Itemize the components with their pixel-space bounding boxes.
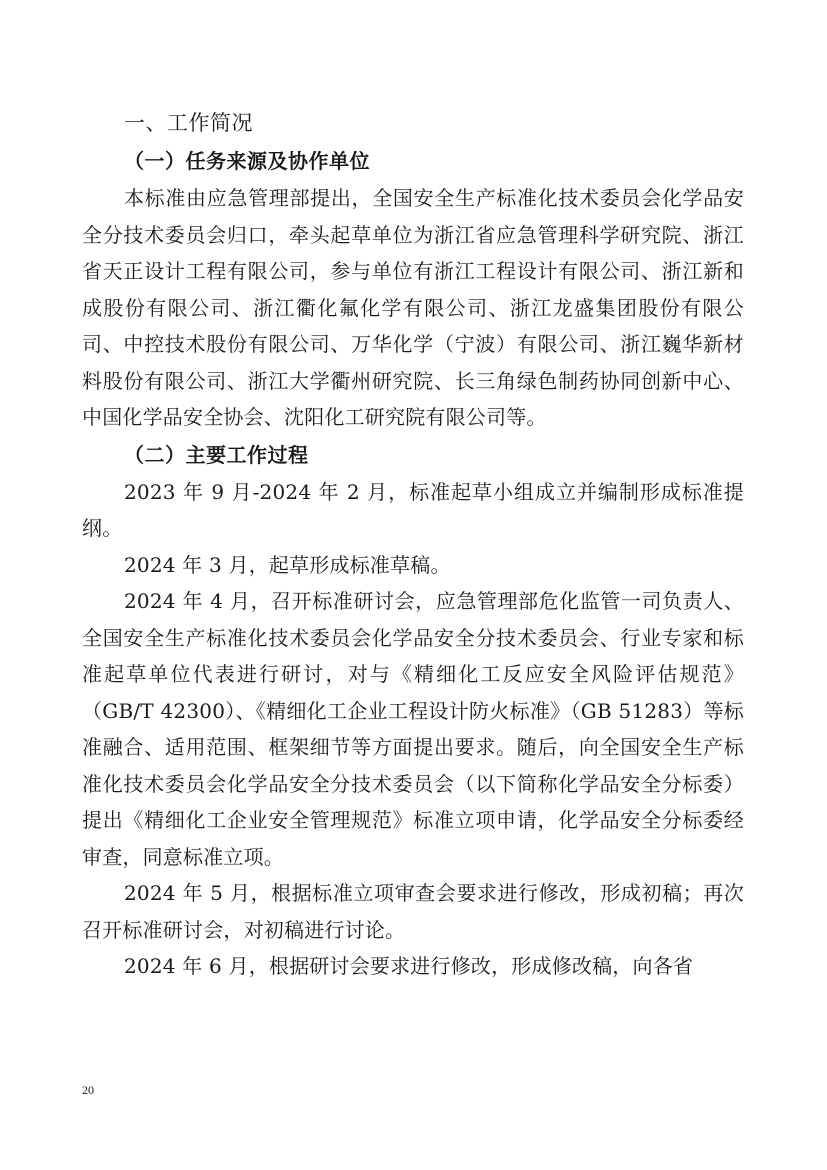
paragraph-process-2024-03: 2024 年 3 月，起草形成标准草稿。 xyxy=(124,552,451,577)
paragraph-process-2023-09: 2023 年 9 月-2024 年 2 月，标准起草小组成立并编制形成标准提纲。 xyxy=(82,479,744,540)
paragraph-process-2024-06: 2024 年 6 月，根据研讨会要求进行修改，形成修改稿，向各省 xyxy=(124,954,694,978)
page-content xyxy=(82,104,744,985)
paragraph-process-2024-05: 2024 年 5 月，根据标准立项审查会要求进行修改，形成初稿；再次召开标准研讨会，对初稿进行讨论。 xyxy=(82,881,744,942)
page-number: 20 xyxy=(82,1083,94,1097)
subsection-heading-task-source: （一）任务来源及协作单位 xyxy=(124,149,370,173)
subsection-heading-work-process: （二）主要工作过程 xyxy=(124,442,309,467)
paragraph-task-source: 本标准由应急管理部提出，全国安全生产标准化技术委员会化学品安全分技术委员会归口，牵头起草单位为浙江省应急管理科学研究院、浙江省天正设计工程有限公司，参与单位有浙江工程设计有限公司、浙江新和成股份有限公司、浙江衢化氟化学有限公司、浙江龙盛集团股份有限公司、中控技术股份有限公司、万华化学（宁波）有限公司、浙江巍华新材料股份有限公司、浙江大学衢州研究院、长三角绿色制药协同创新中心、中国化学品安全协会、沈阳化工研究院有限公司等。 xyxy=(82,186,744,429)
paragraph-process-2024-04: 2024 年 4 月，召开标准研讨会，应急管理部危化监管一司负责人、全国安全生产标准化技术委员会化学品安全分技术委员会、行业专家和标准起草单位代表进行研讨，对与《精细化工反应安全风险评估规范》（GB/T 42300）、《精细化工企业工程设计防火标准》（GB 51283）等标准融合、适用范围、框架细节等方面提出要求。随后，向全国安全生产标准化技术委员会化学品安全分技术委员会（以下简称化学品安全分标委）提出《精细化工企业安全管理规范》标准立项申请，化学品安全分标委经审查，同意标准立项。 xyxy=(82,589,744,869)
section-heading: 一、工作简况 xyxy=(124,111,253,135)
